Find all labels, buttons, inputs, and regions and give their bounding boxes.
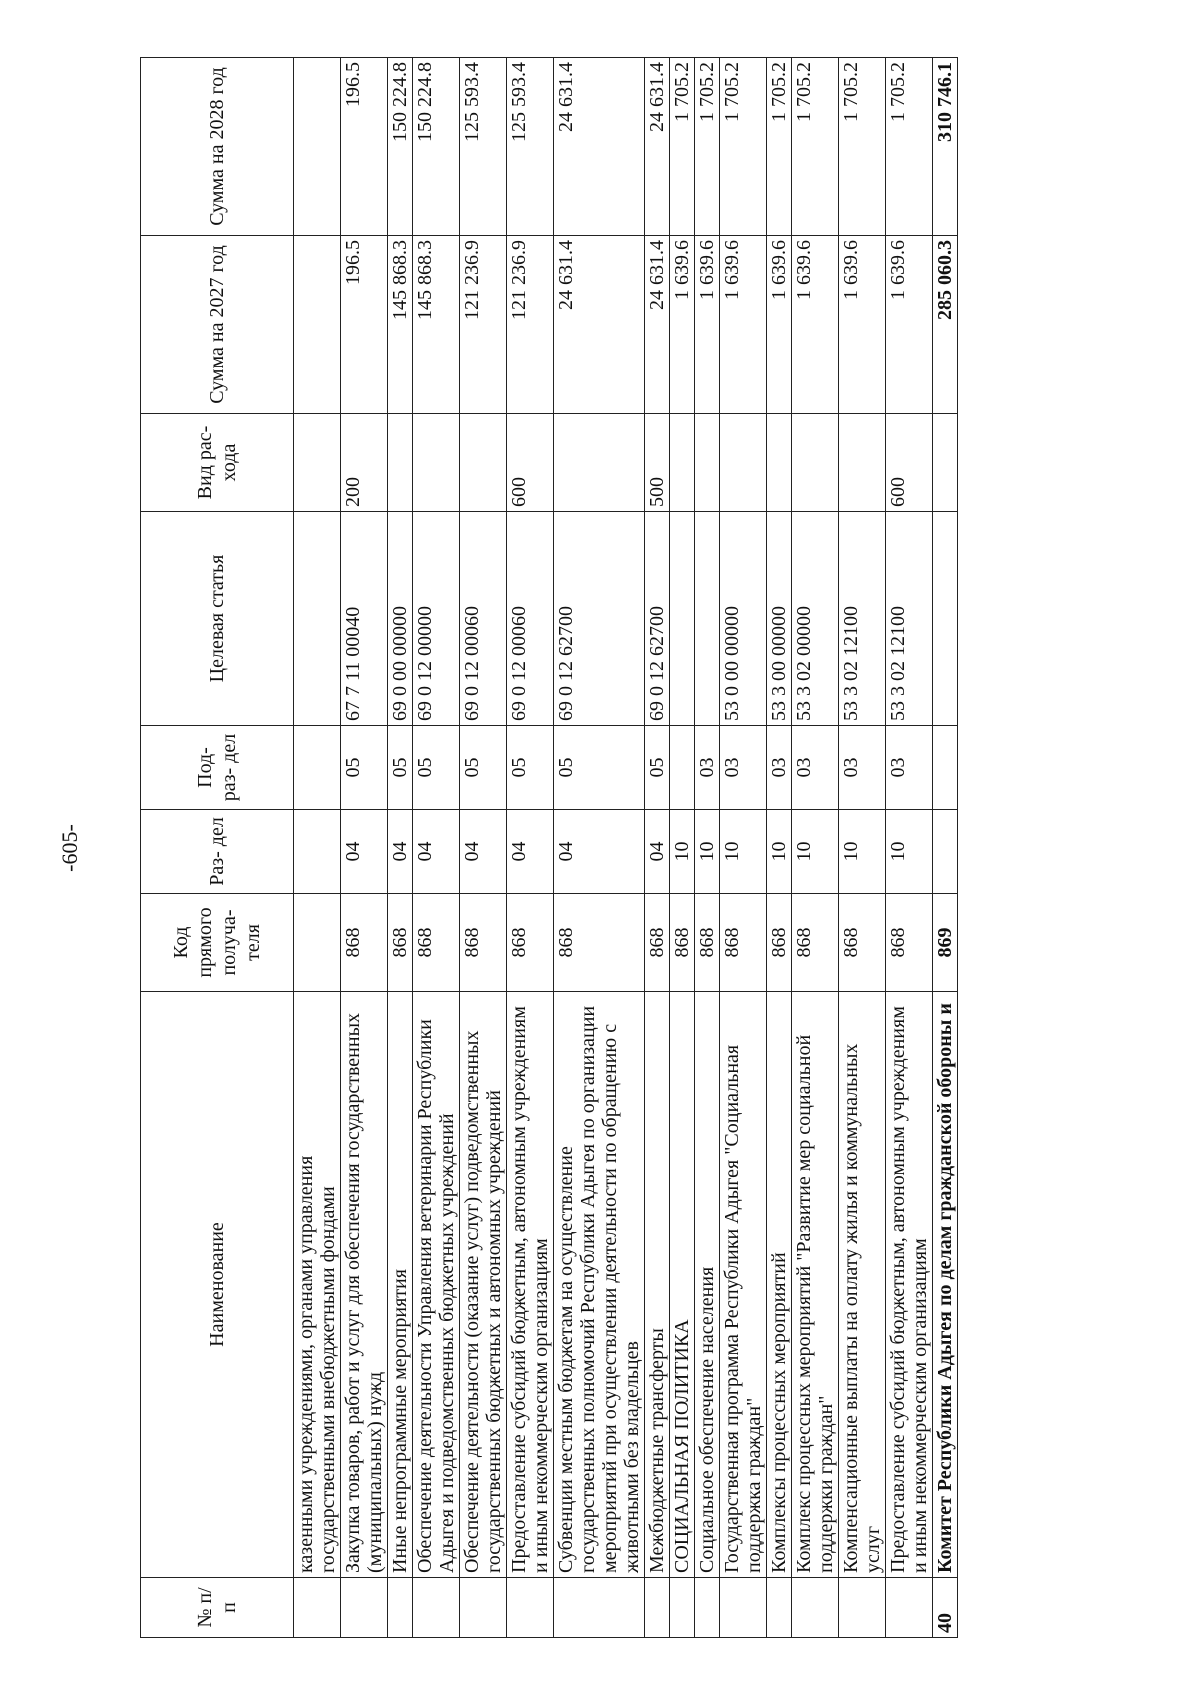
cell-subsection: 05	[388, 726, 413, 810]
cell-name: Иные непрограммные мероприятия	[388, 992, 413, 1578]
cell-recipient-code: 868	[388, 894, 413, 992]
cell-sum-2028: 310 746.1	[933, 58, 958, 236]
cell-expense-type	[792, 414, 839, 512]
cell-sum-2028: 1 705.2	[720, 58, 767, 236]
cell-num	[554, 1578, 645, 1638]
cell-section: 10	[720, 810, 767, 894]
cell-expense-type	[670, 414, 695, 512]
table-row	[839, 58, 886, 1638]
cell-num	[720, 1578, 767, 1638]
cell-target-article: 67 7 11 00040	[341, 512, 388, 726]
cell-target-article: 53 3 02 12100	[886, 512, 933, 726]
cell-section: 04	[341, 810, 388, 894]
header-subsection: Под- раз- дел	[141, 726, 294, 810]
header-section: Раз- дел	[141, 810, 294, 894]
table-row	[767, 58, 792, 1638]
table-row	[670, 58, 695, 1638]
table-row	[554, 58, 645, 1638]
cell-target-article: 69 0 00 00000	[388, 512, 413, 726]
cell-recipient-code: 868	[413, 894, 460, 992]
cell-subsection	[933, 726, 958, 810]
header-recipient-code: Код прямого получа- теля	[141, 894, 294, 992]
cell-section: 10	[839, 810, 886, 894]
cell-expense-type	[839, 414, 886, 512]
cell-target-article	[294, 512, 341, 726]
cell-sum-2027: 121 236.9	[460, 236, 507, 414]
cell-sum-2028: 1 705.2	[839, 58, 886, 236]
cell-expense-type: 500	[645, 414, 670, 512]
cell-subsection: 05	[341, 726, 388, 810]
cell-recipient-code: 868	[341, 894, 388, 992]
cell-sum-2028: 1 705.2	[886, 58, 933, 236]
cell-expense-type	[460, 414, 507, 512]
cell-target-article: 53 0 00 00000	[720, 512, 767, 726]
table-row	[645, 58, 670, 1638]
cell-num	[670, 1578, 695, 1638]
cell-name: Предоставление субсидий бюджетным, автономным учреждениям и иным некоммерческим организациям	[507, 992, 554, 1578]
cell-section: 10	[886, 810, 933, 894]
table-row	[792, 58, 839, 1638]
cell-recipient-code: 868	[507, 894, 554, 992]
cell-name: казенными учреждениями, органами управления государственными внебюджетными фондами	[294, 992, 341, 1578]
cell-sum-2027: 285 060.3	[933, 236, 958, 414]
cell-num	[645, 1578, 670, 1638]
cell-name: Комитет Республики Адыгея по делам гражданской обороны и	[933, 992, 958, 1578]
cell-target-article	[933, 512, 958, 726]
cell-recipient-code: 868	[695, 894, 720, 992]
cell-section: 10	[695, 810, 720, 894]
header-sum-2027: Сумма на 2027 год	[141, 236, 294, 414]
cell-expense-type: 200	[341, 414, 388, 512]
cell-subsection: 05	[413, 726, 460, 810]
cell-sum-2028: 24 631.4	[554, 58, 645, 236]
cell-sum-2028	[294, 58, 341, 236]
cell-subsection	[670, 726, 695, 810]
cell-recipient-code: 868	[460, 894, 507, 992]
cell-name: Обеспечение деятельности (оказание услуг) подведомственных государственных бюджетных и автономных учреждений	[460, 992, 507, 1578]
table-row	[341, 58, 388, 1638]
cell-subsection: 03	[695, 726, 720, 810]
cell-name: СОЦИАЛЬНАЯ ПОЛИТИКА	[670, 992, 695, 1578]
cell-section: 04	[460, 810, 507, 894]
cell-target-article: 53 3 00 00000	[767, 512, 792, 726]
cell-subsection	[294, 726, 341, 810]
cell-recipient-code: 868	[645, 894, 670, 992]
cell-name: Обеспечение деятельности Управления ветеринарии Республики Адыгея и подведомственных бюджетных учреждений	[413, 992, 460, 1578]
table-row	[388, 58, 413, 1638]
cell-recipient-code: 869	[933, 894, 958, 992]
cell-sum-2028: 196.5	[341, 58, 388, 236]
cell-recipient-code: 868	[839, 894, 886, 992]
cell-sum-2027: 24 631.4	[645, 236, 670, 414]
cell-sum-2028: 125 593.4	[507, 58, 554, 236]
cell-num: 40	[933, 1578, 958, 1638]
cell-expense-type	[933, 414, 958, 512]
cell-num	[460, 1578, 507, 1638]
cell-section: 10	[767, 810, 792, 894]
cell-expense-type	[767, 414, 792, 512]
cell-sum-2028: 1 705.2	[670, 58, 695, 236]
cell-recipient-code: 868	[670, 894, 695, 992]
table-row	[294, 58, 341, 1638]
cell-sum-2028: 24 631.4	[645, 58, 670, 236]
table-row	[460, 58, 507, 1638]
cell-sum-2027: 1 639.6	[720, 236, 767, 414]
cell-subsection: 05	[460, 726, 507, 810]
cell-num	[839, 1578, 886, 1638]
cell-num	[294, 1578, 341, 1638]
cell-num	[767, 1578, 792, 1638]
cell-expense-type: 600	[886, 414, 933, 512]
cell-section: 04	[388, 810, 413, 894]
cell-target-article: 69 0 12 00000	[413, 512, 460, 726]
cell-recipient-code: 868	[767, 894, 792, 992]
cell-sum-2027: 145 868.3	[388, 236, 413, 414]
cell-subsection: 05	[507, 726, 554, 810]
cell-subsection: 03	[720, 726, 767, 810]
cell-expense-type	[413, 414, 460, 512]
cell-expense-type	[294, 414, 341, 512]
cell-sum-2027: 1 639.6	[767, 236, 792, 414]
cell-subsection: 03	[792, 726, 839, 810]
cell-subsection: 03	[886, 726, 933, 810]
cell-num	[341, 1578, 388, 1638]
cell-section: 10	[670, 810, 695, 894]
cell-recipient-code: 868	[886, 894, 933, 992]
page-number: -605-	[57, 824, 82, 872]
cell-subsection: 03	[839, 726, 886, 810]
cell-target-article: 69 0 12 62700	[554, 512, 645, 726]
cell-name: Компенсационные выплаты на оплату жилья и коммунальных услуг	[839, 992, 886, 1578]
cell-num	[507, 1578, 554, 1638]
cell-sum-2027: 1 639.6	[839, 236, 886, 414]
header-num: № п/п	[141, 1578, 294, 1638]
header-target-article: Целевая статья	[141, 512, 294, 726]
cell-name: Предоставление субсидий бюджетным, автономным учреждениям и иным некоммерческим организациям	[886, 992, 933, 1578]
cell-expense-type	[720, 414, 767, 512]
cell-subsection: 05	[645, 726, 670, 810]
rotated-table-container	[140, 58, 1140, 1638]
cell-sum-2027: 1 639.6	[670, 236, 695, 414]
table-row-total	[933, 58, 958, 1638]
table-row	[695, 58, 720, 1638]
cell-section	[933, 810, 958, 894]
cell-section: 04	[413, 810, 460, 894]
cell-sum-2027: 196.5	[341, 236, 388, 414]
cell-sum-2027	[294, 236, 341, 414]
table-row	[720, 58, 767, 1638]
cell-name: Комплекс процессных мероприятий "Развитие мер социальной поддержки граждан"	[792, 992, 839, 1578]
cell-sum-2027: 121 236.9	[507, 236, 554, 414]
cell-expense-type	[554, 414, 645, 512]
cell-section: 04	[645, 810, 670, 894]
cell-name: Закупка товаров, работ и услуг для обеспечения государственных (муниципальных) нужд	[341, 992, 388, 1578]
cell-num	[792, 1578, 839, 1638]
cell-num	[388, 1578, 413, 1638]
cell-recipient-code: 868	[720, 894, 767, 992]
cell-sum-2027: 145 868.3	[413, 236, 460, 414]
header-name: Наименование	[141, 992, 294, 1578]
cell-target-article	[695, 512, 720, 726]
header-sum-2028: Сумма на 2028 год	[141, 58, 294, 236]
table-header-row	[141, 58, 294, 1638]
cell-recipient-code: 868	[792, 894, 839, 992]
cell-name: Социальное обеспечение населения	[695, 992, 720, 1578]
cell-sum-2027: 1 639.6	[695, 236, 720, 414]
budget-table	[140, 57, 958, 1638]
table-row	[413, 58, 460, 1638]
cell-target-article: 53 3 02 00000	[792, 512, 839, 726]
cell-target-article: 53 3 02 12100	[839, 512, 886, 726]
cell-num	[886, 1578, 933, 1638]
cell-subsection: 03	[767, 726, 792, 810]
cell-sum-2027: 1 639.6	[792, 236, 839, 414]
cell-expense-type: 600	[507, 414, 554, 512]
cell-section	[294, 810, 341, 894]
cell-section: 10	[792, 810, 839, 894]
cell-recipient-code: 868	[554, 894, 645, 992]
cell-sum-2027: 24 631.4	[554, 236, 645, 414]
cell-name: Межбюджетные трансферты	[645, 992, 670, 1578]
cell-num	[413, 1578, 460, 1638]
cell-target-article: 69 0 12 00060	[507, 512, 554, 726]
cell-name: Государственная программа Республики Адыгея "Социальная поддержка граждан"	[720, 992, 767, 1578]
cell-sum-2028: 150 224.8	[413, 58, 460, 236]
cell-num	[695, 1578, 720, 1638]
cell-expense-type	[695, 414, 720, 512]
table-row	[886, 58, 933, 1638]
cell-sum-2028: 1 705.2	[767, 58, 792, 236]
table-row	[507, 58, 554, 1638]
cell-sum-2028: 1 705.2	[792, 58, 839, 236]
cell-section: 04	[554, 810, 645, 894]
cell-recipient-code	[294, 894, 341, 992]
cell-sum-2028: 150 224.8	[388, 58, 413, 236]
cell-sum-2028: 125 593.4	[460, 58, 507, 236]
cell-expense-type	[388, 414, 413, 512]
cell-target-article: 69 0 12 00060	[460, 512, 507, 726]
cell-name: Комплексы процессных мероприятий	[767, 992, 792, 1578]
cell-target-article: 69 0 12 62700	[645, 512, 670, 726]
cell-sum-2027: 1 639.6	[886, 236, 933, 414]
cell-subsection: 05	[554, 726, 645, 810]
cell-section: 04	[507, 810, 554, 894]
header-expense-type: Вид рас- хода	[141, 414, 294, 512]
cell-target-article	[670, 512, 695, 726]
cell-name: Субвенции местным бюджетам на осуществление государственных полномочий Республики Адыгея по организации мероприятий при осуществлении деятельности по обращению с животными без владельцев	[554, 992, 645, 1578]
cell-sum-2028: 1 705.2	[695, 58, 720, 236]
